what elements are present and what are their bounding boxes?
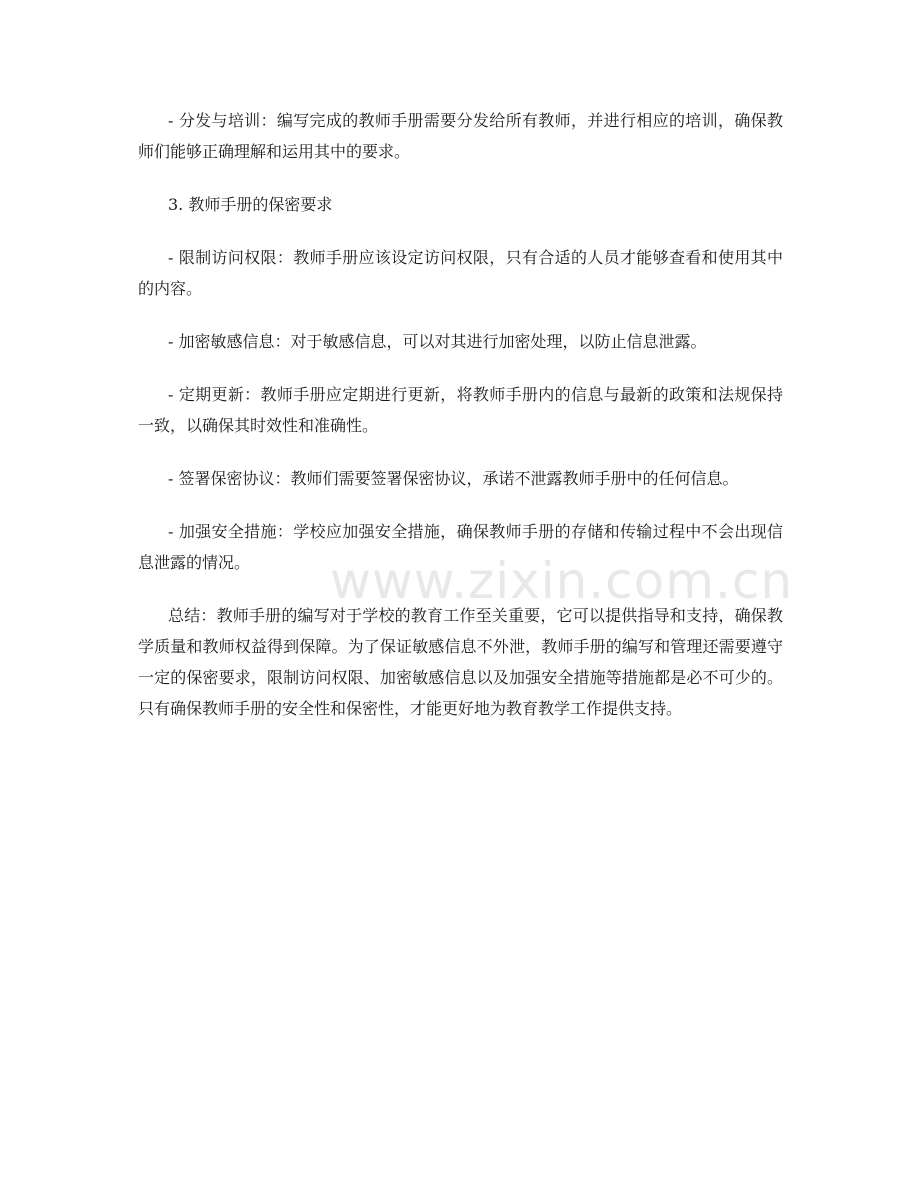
watermark-text: www.zixin.com.cn xyxy=(330,552,794,610)
paragraph-regular-update: - 定期更新：教师手册应定期进行更新，将教师手册内的信息与最新的政策和法规保持一致，以确保其时效性和准确性。 xyxy=(138,385,783,435)
paragraph-summary: 总结：教师手册的编写对于学校的教育工作至关重要，它可以提供指导和支持，确保教学质量和教师权益得到保障。为了保证敏感信息不外泄，教师手册的编写和管理还需要遵守一定的保密要求，限制访问权限、加密敏感信息以及加强安全措施等措施都是必不可少的。只有确保教师手册的安全性和保密性，才能更好地为教育教学工作提供支持。 xyxy=(138,606,783,718)
section-heading-confidentiality: 3. 教师手册的保密要求 xyxy=(168,195,333,214)
paragraph-access-restriction: - 限制访问权限：教师手册应该设定访问权限，只有合适的人员才能够查看和使用其中的内容。 xyxy=(138,248,783,298)
paragraph-confidentiality-agreement: - 签署保密协议：教师们需要签署保密协议，承诺不泄露教师手册中的任何信息。 xyxy=(168,469,739,488)
paragraph-distribution-training: - 分发与培训：编写完成的教师手册需要分发给所有教师，并进行相应的培训，确保教师们能够正确理解和运用其中的要求。 xyxy=(138,111,783,161)
document-body xyxy=(138,105,783,746)
paragraph-security-measures: - 加强安全措施：学校应加强安全措施，确保教师手册的存储和传输过程中不会出现信息泄露的情况。 xyxy=(138,522,783,572)
paragraph-encrypt-sensitive: - 加密敏感信息：对于敏感信息，可以对其进行加密处理，以防止信息泄露。 xyxy=(168,332,707,351)
